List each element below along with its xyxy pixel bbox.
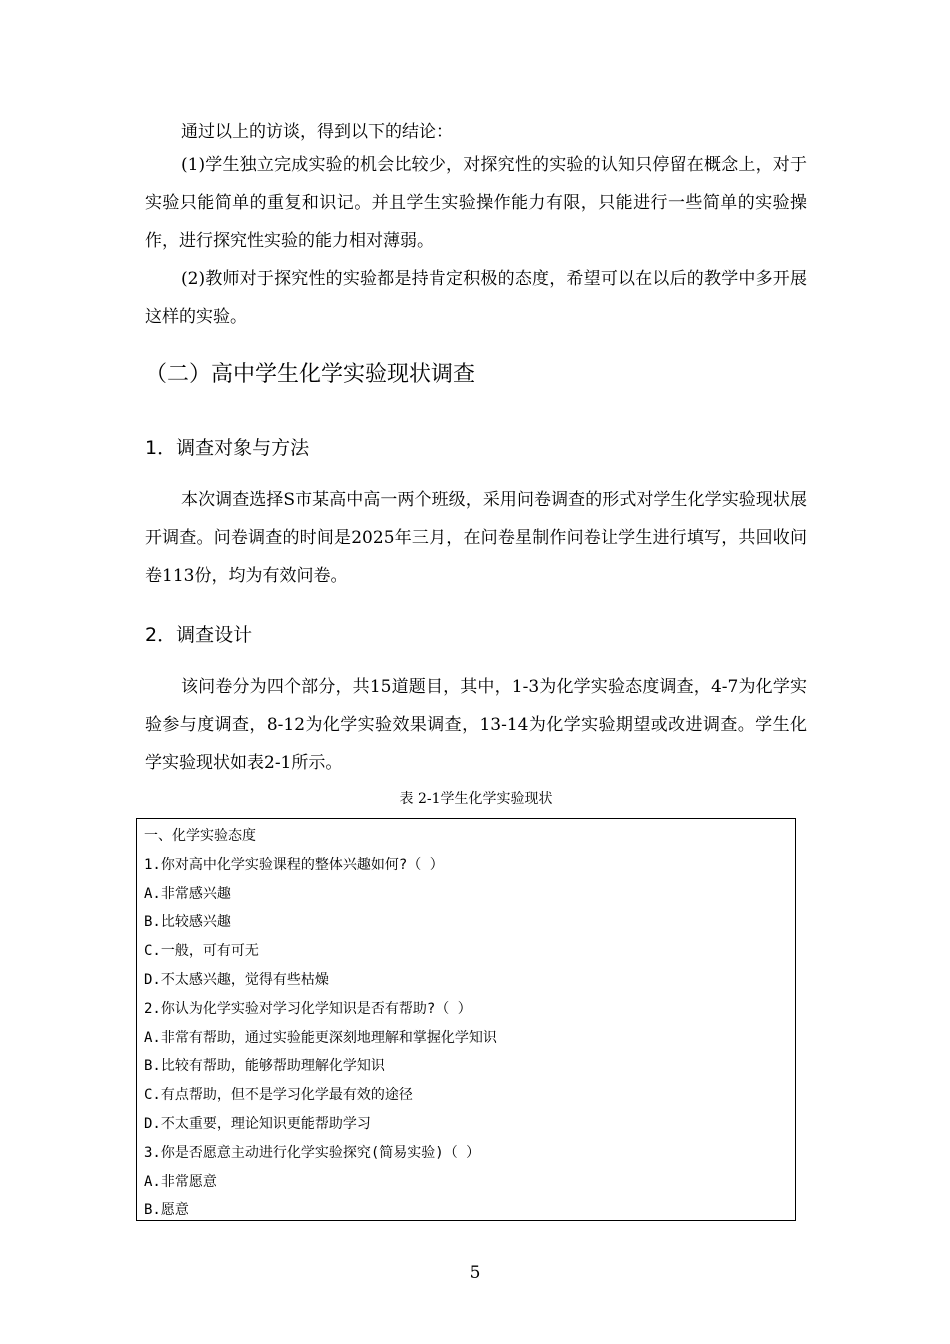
table-caption: 表 2-1学生化学实验现状	[399, 791, 553, 807]
table-row-option: A.非常愿意	[144, 1173, 217, 1190]
table-row-option: D.不太感兴趣，觉得有些枯燥	[144, 971, 329, 988]
survey-table	[136, 818, 796, 1221]
table-row-section-title: 一、化学实验态度	[144, 828, 256, 844]
paragraph-conclusion-2: (2)教师对于探究性的实验都是持肯定积极的态度，希望可以在以后的教学中多开展这样的实验。	[145, 269, 807, 327]
paragraph-conclusion-1: (1)学生独立完成实验的机会比较少，对探究性的实验的认知只停留在概念上，对于实验只能简单的重复和识记。并且学生实验操作能力有限，只能进行一些简单的实验操作，进行探究性实验的能力相对薄弱。	[145, 155, 807, 251]
paragraph-survey-design: 该问卷分为四个部分，共15道题目，其中，1-3为化学实验态度调查，4-7为化学实验参与度调查，8-12为化学实验效果调查，13-14为化学实验期望或改进调查。学生化学实验现状如表2-1所示。	[145, 677, 807, 773]
table-row-question-2: 2.你认为化学实验对学习化学知识是否有帮助?（ ）	[144, 1000, 472, 1017]
table-row-option: C.有点帮助，但不是学习化学最有效的途径	[144, 1087, 413, 1104]
subsection-heading-2: 2．调查设计	[145, 624, 253, 646]
page-number: 5	[469, 1263, 481, 1283]
paragraph-interview-conclusion-intro: 通过以上的访谈，得到以下的结论：	[181, 122, 453, 142]
paragraph-survey-method: 本次调查选择S市某高中高一两个班级，采用问卷调查的形式对学生化学实验现状展开调查。问卷调查的时间是2025年三月，在问卷星制作问卷让学生进行填写，共回收问卷113份，均为有效问卷。	[145, 490, 807, 586]
table-row-option: B.愿意	[144, 1202, 189, 1219]
table-row-question-3: 3.你是否愿意主动进行化学实验探究(简易实验)（ ）	[144, 1144, 481, 1161]
table-row-option: A.非常感兴趣	[144, 885, 231, 902]
table-row-option: B.比较感兴趣	[144, 914, 231, 931]
table-row-question-1: 1.你对高中化学实验课程的整体兴趣如何?（ ）	[144, 856, 444, 873]
table-row-option: A.非常有帮助，通过实验能更深刻地理解和掌握化学知识	[144, 1029, 497, 1046]
subsection-heading-1: 1．调查对象与方法	[145, 437, 310, 459]
section-heading: （二）高中学生化学实验现状调查	[145, 362, 476, 387]
table-row-option: C.一般，可有可无	[144, 943, 259, 960]
table-row-option: B.比较有帮助，能够帮助理解化学知识	[144, 1058, 385, 1075]
table-row-option: D.不太重要，理论知识更能帮助学习	[144, 1115, 371, 1132]
